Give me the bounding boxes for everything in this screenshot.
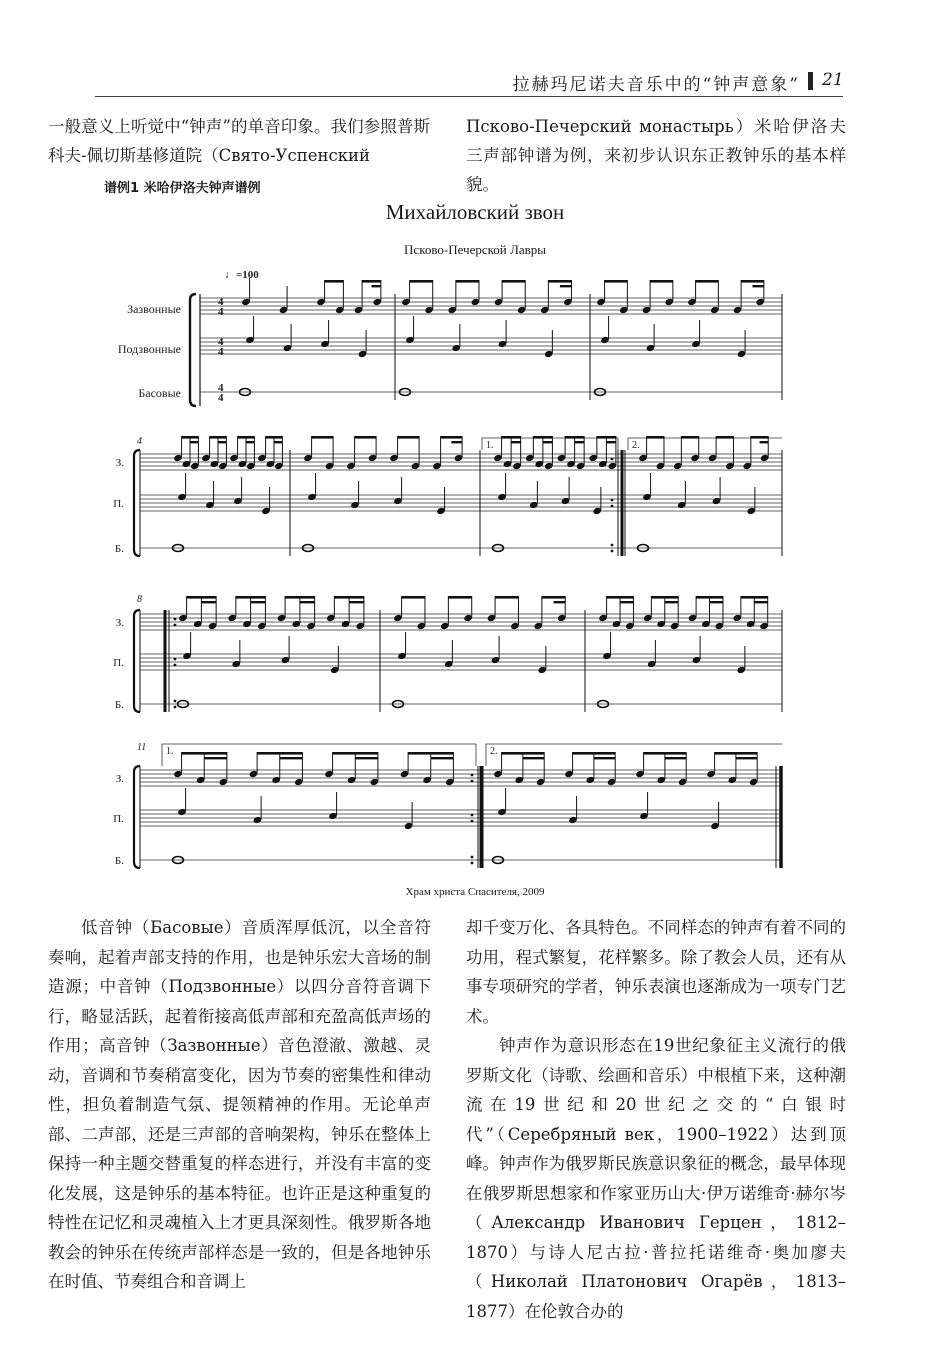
zazvon-note-beam2 xyxy=(274,441,282,443)
zazvon-note-beam2 xyxy=(300,601,315,603)
part-name-zazvonnye: Зазвонные xyxy=(127,302,181,316)
repeat-dot xyxy=(471,774,474,777)
time-signature: 4 xyxy=(218,392,224,404)
running-title: 拉赫玛尼诺夫音乐中的“钟声意象” xyxy=(512,75,800,95)
zazvon-note-beam2 xyxy=(760,441,769,443)
repeat-dot xyxy=(174,706,177,709)
zazvon-note-beam2 xyxy=(665,757,686,759)
repeat-dot xyxy=(611,499,614,502)
zazvon-note-beam xyxy=(236,596,266,599)
zazvon-note-beam2 xyxy=(201,601,216,603)
zazvon-note-beam2 xyxy=(511,441,521,443)
system-brace xyxy=(134,766,140,868)
zazvon-note-beam xyxy=(751,436,768,439)
tempo-marking: ♩=100 xyxy=(225,269,259,281)
part-abbr-b: Б. xyxy=(114,543,124,555)
repeat-dot xyxy=(611,464,614,467)
repeat-dot xyxy=(471,820,474,823)
zazvon-note-beam2 xyxy=(754,601,767,603)
zazvon-note-beam2 xyxy=(251,601,266,603)
repeat-dot xyxy=(611,550,614,553)
zazvon-note-beam2 xyxy=(355,757,378,759)
paragraph: 低音钟（Басовые）音质浑厚低沉，以全音符奏响，起着声部支持的作用，也是钟乐宏大音场的制造源；中音钟（Подзвонные）以四分音符音调下行，略显活跃，起着衔接高低声部和充盈高低声场的作用；高音钟（Зазвонные）音色澄澈、激越、灵动，音调和节奏稍富变化，因为节奏的密集性和律动性，担负着制造气氛、提领精神的作用。无论单声部、二声部，还是三声部的音响架构，钟乐在整体上保持一种主题交替重复的样态进行，并没有丰富的变化发展，这是钟乐的基本特征。也许正是这种重复的特性在记忆和灵魂植入上才更具深刻性。俄罗斯各地教会的钟乐在传统声部样态是一致的，但是各地钟乐在时值、节奏组合和音调上 xyxy=(48,918,431,1291)
zazvon-note-beam xyxy=(355,436,377,439)
measure-number: 8 xyxy=(137,594,142,605)
zazvon-note-beam xyxy=(495,596,518,599)
part-abbr-b: Б. xyxy=(114,855,124,867)
system-brace xyxy=(134,610,140,712)
zazvon-note-beam2 xyxy=(554,601,566,603)
time-signature: 4 xyxy=(218,336,224,348)
zazvon-note-beam xyxy=(647,436,664,439)
volta-bracket xyxy=(162,744,476,766)
repeat-dot xyxy=(611,544,614,547)
zazvon-note-beam2 xyxy=(710,601,723,603)
zazvon-note-beam2 xyxy=(523,757,544,759)
time-signature: 4 xyxy=(218,296,224,308)
zazvon-note-beam2 xyxy=(431,757,454,759)
part-name-podzvonnye: Подзвонные xyxy=(117,342,181,356)
volta-bracket xyxy=(482,438,618,450)
repeat-dot xyxy=(471,856,474,859)
zazvon-note-beam xyxy=(448,596,471,599)
zazvon-note-beam2 xyxy=(190,441,198,443)
part-name-basovye: Басовые xyxy=(138,386,181,400)
zazvon-note-beam2 xyxy=(560,285,572,287)
zazvon-note-beam xyxy=(741,596,768,599)
zazvon-note-beam xyxy=(441,436,463,439)
repeat-dot xyxy=(471,814,474,817)
paragraph: 钟声作为意识形态在19世纪象征主义流行的俄罗斯文化（诗歌、绘画和音乐）中根植下来，这种潮流在19世纪和20世纪之交的“白银时代”（Серебряный век，1900–1922）达到顶峰。钟声作为俄罗斯民族意识象征的概念，最早体现在俄罗斯思想家和作家亚历山大·伊万诺维奇·赫尔岑（Александр Иванович Герцен，1812–1870）与诗人尼古拉·普拉托诺维奇·奥加廖夫（Николай Платонович Огарёв，1813–1877）在伦敦合办的 xyxy=(466,1036,846,1321)
zazvon-note-beam xyxy=(266,436,283,439)
zazvon-note-beam2 xyxy=(280,757,303,759)
zazvon-note-beam xyxy=(187,596,217,599)
zazvon-note-beam xyxy=(605,280,628,283)
zazvon-note-beam xyxy=(651,596,678,599)
zazvon-note-beam xyxy=(681,436,698,439)
part-abbr-b: Б. xyxy=(114,699,124,711)
zazvon-note-beam2 xyxy=(665,601,678,603)
volta-number: 2. xyxy=(490,746,498,757)
zazvon-note-beam xyxy=(182,436,199,439)
page-number: 21 xyxy=(822,70,844,90)
zazvon-note-beam xyxy=(533,436,552,439)
repeat-dot xyxy=(174,658,177,661)
zazvon-note-beam2 xyxy=(246,441,254,443)
part-abbr-z: З. xyxy=(115,773,124,785)
bottom-text-right xyxy=(466,913,846,1326)
volta-number: 2. xyxy=(632,440,640,451)
zazvon-note-beam xyxy=(542,596,565,599)
zazvon-note-beam xyxy=(573,752,616,755)
paragraph: 却千变万化、各具特色。不同样态的钟声有着不同的功用，程式繁复，花样繁多。除了教会人员，还有从事专项研究的学者，钟乐表演也逐渐成为一项专门艺术。 xyxy=(466,918,846,1026)
system-brace xyxy=(190,294,196,406)
time-signature: 4 xyxy=(218,382,224,394)
zazvon-note-beam xyxy=(715,752,758,755)
zazvon-note-beam xyxy=(696,596,723,599)
zazvon-note-beam xyxy=(325,280,344,283)
zazvon-note-beam xyxy=(607,596,634,599)
zazvon-note-beam2 xyxy=(752,285,763,287)
zazvon-note-beam xyxy=(257,752,302,755)
score-title: Михайловский звон xyxy=(385,200,565,224)
zazvon-note-beam2 xyxy=(594,757,615,759)
volta-bracket xyxy=(628,438,782,450)
zazvon-note-beam xyxy=(644,752,687,755)
zazvon-note-beam xyxy=(741,280,764,283)
repeat-dot xyxy=(611,505,614,508)
system-brace xyxy=(134,450,140,556)
zazvon-note-beam xyxy=(333,752,378,755)
bottom-text-left xyxy=(48,913,431,1297)
zazvon-note-beam xyxy=(716,436,733,439)
score-subtitle: Псково-Печерской Лавры xyxy=(404,242,546,257)
time-signature: 4 xyxy=(218,306,224,318)
repeat-dot xyxy=(611,458,614,461)
paragraph: 一般意义上听觉中“钟声”的单音印象。我们参照普斯科夫-佩切斯基修道院（Свято-Успенский xyxy=(48,117,430,165)
paragraph: Псково-Печерский монастырь）米哈伊洛夫三声部钟谱为例，来初步认识东正教钟乐的基本样貌。 xyxy=(466,117,846,194)
zazvon-note-beam xyxy=(334,596,364,599)
repeat-dot xyxy=(174,624,177,627)
example-caption: 谱例1 米哈伊洛夫钟声谱例 xyxy=(104,181,261,196)
zazvon-note-beam xyxy=(565,436,584,439)
time-signature: 4 xyxy=(218,346,224,358)
zazvon-note-beam2 xyxy=(349,601,364,603)
zazvon-note-beam xyxy=(312,436,334,439)
zazvon-note-beam xyxy=(210,436,227,439)
zazvon-note-beam xyxy=(502,752,545,755)
repeat-dot xyxy=(174,664,177,667)
repeat-dot xyxy=(174,700,177,703)
zazvon-note-beam2 xyxy=(451,441,462,443)
zazvon-note-beam xyxy=(182,752,227,755)
zazvon-note-beam2 xyxy=(575,441,585,443)
zazvon-note-beam xyxy=(408,752,453,755)
zazvon-note-beam xyxy=(696,280,719,283)
part-abbr-p: П. xyxy=(113,657,124,669)
repeat-dot xyxy=(471,862,474,865)
zazvon-note-beam xyxy=(402,596,425,599)
zazvon-note-beam xyxy=(398,436,420,439)
measure-number: 11 xyxy=(137,742,147,753)
volta-number: 1. xyxy=(166,746,174,757)
part-abbr-z: З. xyxy=(115,457,124,469)
zazvon-note-beam2 xyxy=(736,757,757,759)
zazvon-note-beam xyxy=(456,280,479,283)
zazvon-note-beam2 xyxy=(218,441,226,443)
zazvon-note-beam xyxy=(502,436,521,439)
zazvon-note-beam2 xyxy=(543,441,553,443)
repeat-dot xyxy=(471,780,474,783)
repeat-dot xyxy=(174,618,177,621)
zazvon-note-beam xyxy=(548,280,571,283)
volta-number: 1. xyxy=(486,440,494,451)
zazvon-note-beam2 xyxy=(606,441,616,443)
score-credit: Храм христа Спасителя, 2009 xyxy=(405,886,545,898)
zazvon-note-beam2 xyxy=(620,601,633,603)
zazvon-note-beam xyxy=(502,280,525,283)
zazvon-note-beam xyxy=(362,280,381,283)
zazvon-note-beam2 xyxy=(204,757,227,759)
zazvon-note-beam xyxy=(285,596,315,599)
part-abbr-z: З. xyxy=(115,617,124,629)
zazvon-note-beam2 xyxy=(371,285,380,287)
zazvon-note-beam xyxy=(410,280,433,283)
zazvon-note-beam xyxy=(650,280,673,283)
part-abbr-p: П. xyxy=(113,498,124,510)
volta-bracket xyxy=(486,744,782,766)
measure-number: 4 xyxy=(137,436,142,447)
part-abbr-p: П. xyxy=(113,813,124,825)
zazvon-note-beam xyxy=(238,436,255,439)
zazvon-note-beam xyxy=(597,436,616,439)
